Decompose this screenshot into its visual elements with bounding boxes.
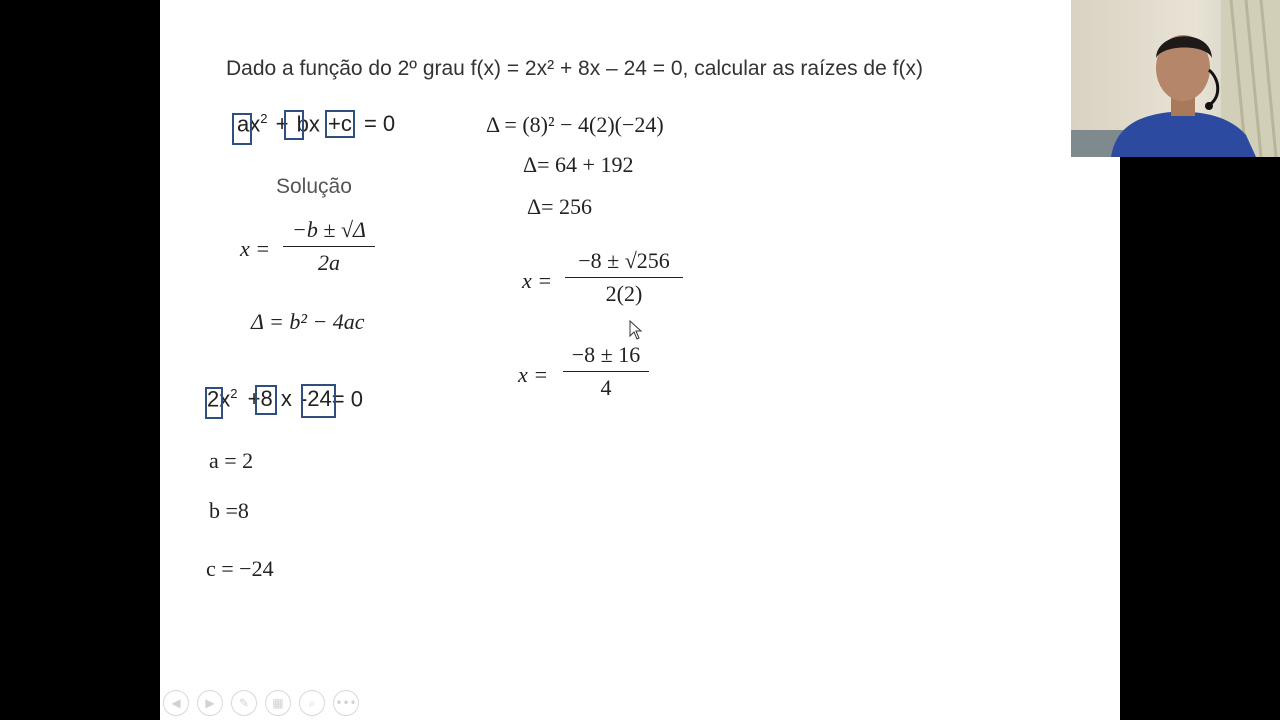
slide-title: Dado a função do 2º grau f(x) = 2x² + 8x – 24 = 0, calcular as raízes de f(x) — [226, 57, 923, 80]
more-options-button[interactable] — [333, 690, 359, 716]
general-a-exponent: 2 — [260, 111, 268, 126]
highlight-box-24 — [301, 384, 336, 418]
fraction-bar — [563, 371, 649, 372]
delta-step-2: Δ= 64 + 192 — [523, 152, 634, 177]
highlight-box-b — [284, 110, 304, 140]
magnifier-icon: ⌕ — [308, 695, 316, 710]
arrow-left-icon: ◀ — [171, 696, 181, 710]
specific-form-equation — [207, 386, 363, 412]
specific-a-exponent: 2 — [230, 386, 238, 401]
highlight-box-2 — [205, 387, 223, 419]
delta-step-1: Δ = (8)² − 4(2)(−24) — [486, 112, 664, 137]
fraction-bar — [283, 246, 375, 247]
coefficient-a: a = 2 — [209, 448, 254, 473]
specific-c-term: -24 — [299, 386, 332, 412]
x-step2-fraction — [563, 342, 649, 401]
zoom-button[interactable] — [299, 690, 325, 716]
coefficient-b: b =8 — [209, 498, 249, 523]
general-b-term: bx — [296, 111, 320, 137]
x-step1-denominator: 2(2) — [605, 281, 643, 306]
coefficient-c: c = −24 — [206, 556, 274, 581]
webcam-overlay — [1071, 0, 1280, 157]
webcam-video-image — [1071, 0, 1280, 157]
solucao-label: Solução — [276, 175, 352, 198]
x-step2-lhs: x = — [518, 362, 549, 387]
bhaskara-denominator: 2a — [318, 250, 340, 275]
highlight-box-a — [232, 113, 252, 145]
arrow-right-icon: ▶ — [205, 696, 215, 710]
bhaskara-lhs: x = — [240, 236, 271, 261]
bhaskara-numerator: −b ± √Δ — [292, 217, 366, 242]
delta-formula: Δ = b² − 4ac — [251, 309, 365, 334]
pen-icon: ✎ — [238, 696, 250, 710]
previous-slide-button[interactable] — [163, 690, 189, 716]
grid-icon: ▦ — [272, 696, 284, 710]
x-step2-denominator: 4 — [600, 375, 612, 400]
ellipsis-icon: ••• — [335, 696, 357, 710]
general-rhs: = 0 — [363, 111, 396, 137]
presentation-slide — [160, 0, 1120, 720]
specific-rhs: = 0 — [331, 386, 363, 412]
specific-a-term: 2x — [207, 386, 231, 412]
pen-button[interactable] — [231, 690, 257, 716]
specific-b-term: +8 — [247, 386, 273, 412]
x-step2-numerator: −8 ± 16 — [571, 342, 641, 367]
x-step1-lhs: x = — [522, 268, 553, 293]
highlight-box-8 — [255, 385, 277, 415]
fraction-bar — [565, 277, 683, 278]
general-form-equation: $ax^2$ + bx +c = 0 — [237, 111, 396, 137]
slideshow-toolbar — [163, 690, 359, 716]
delta-step-3: Δ= 256 — [527, 194, 593, 219]
bhaskara-fraction — [283, 217, 375, 276]
slides-grid-button[interactable] — [265, 690, 291, 716]
next-slide-button[interactable] — [197, 690, 223, 716]
x-step1-numerator: −8 ± √256 — [578, 248, 670, 273]
general-c-term: +c — [327, 111, 352, 137]
specific-x: x — [280, 386, 292, 412]
mouse-cursor-icon — [629, 320, 643, 340]
general-a-term: ax — [237, 111, 261, 137]
x-step1-fraction — [565, 248, 683, 307]
highlight-box-c — [325, 110, 355, 138]
